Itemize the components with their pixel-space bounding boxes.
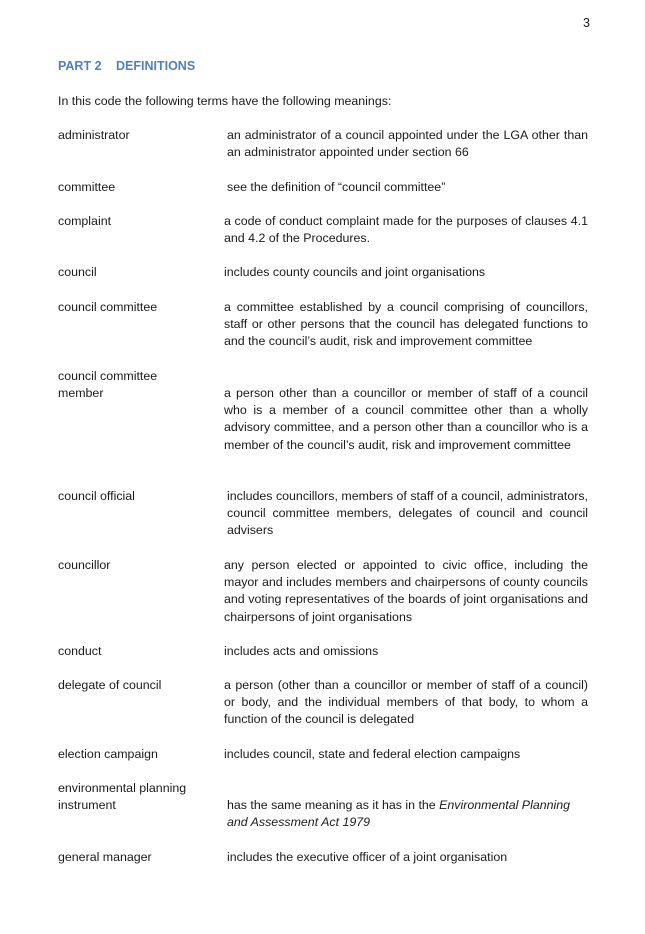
definition-councillor: any person elected or appointed to civic office, including the mayor and includes members and chairpersons of county councils and voting representatives of the boards of joint organisations and chairpersons of joint organisations bbox=[224, 558, 588, 624]
term-committee: committee bbox=[58, 180, 116, 194]
term-council-committee: council committee bbox=[58, 300, 158, 314]
term-complaint: complaint bbox=[58, 214, 112, 228]
definition-council-official: includes councillors, members of staff of a council, administrators, council committee members, delegates of council and council advisers bbox=[227, 489, 588, 538]
term-council: council bbox=[58, 265, 97, 279]
term-administrator: administrator bbox=[58, 128, 130, 142]
definition-election-campaign: includes council, state and federal election campaigns bbox=[224, 747, 521, 761]
definition-council: includes county councils and joint organisations bbox=[224, 265, 486, 279]
page-number: 3 bbox=[583, 16, 590, 30]
term-environmental-planning-instrument: environmental planning instrument bbox=[58, 781, 187, 813]
definition-council-committee-member: a person other than a councillor or member of staff of a council who is a member of a council committee other than a wholly advisory committee, and a person other than a councillor who is a member of the council’s audit, risk and improvement committee bbox=[224, 386, 588, 452]
heading-part: PART 2 bbox=[58, 59, 102, 73]
definition-conduct: includes acts and omissions bbox=[224, 644, 379, 658]
definition-general-manager: includes the executive officer of a joint organisation bbox=[227, 850, 508, 864]
term-council-committee-member: council committee member bbox=[58, 369, 158, 401]
definition-epi-prefix: has the same meaning as it has in the bbox=[227, 798, 440, 812]
term-councillor: councillor bbox=[58, 558, 111, 572]
definition-epi-act-title: Environmental Planning and Assessment Act 1979 bbox=[227, 798, 571, 830]
definition-delegate-of-council: a person (other than a councillor or member of staff of a council) or body, and the individual members of that body, to whom a function of the council is delegated bbox=[224, 678, 588, 727]
definition-administrator: an administrator of a council appointed under the LGA other than an administrator appointed under section 66 bbox=[227, 128, 588, 160]
intro-text: In this code the following terms have the following meanings: bbox=[58, 94, 392, 108]
definition-complaint: a code of conduct complaint made for the purposes of clauses 4.1 and 4.2 of the Procedures. bbox=[224, 214, 588, 246]
definition-environmental-planning-instrument bbox=[227, 797, 588, 831]
heading-title: DEFINITIONS bbox=[116, 59, 196, 73]
term-delegate-of-council: delegate of council bbox=[58, 678, 162, 692]
definition-committee: see the definition of “council committee” bbox=[227, 180, 446, 194]
term-general-manager: general manager bbox=[58, 850, 152, 864]
term-election-campaign: election campaign bbox=[58, 747, 158, 761]
term-conduct: conduct bbox=[58, 644, 102, 658]
section-heading bbox=[58, 59, 195, 73]
definition-council-committee: a committee established by a council comprising of councillors, staff or other persons that the council has delegated functions to and the council’s audit, risk and improvement committee bbox=[224, 300, 588, 349]
term-council-official: council official bbox=[58, 489, 135, 503]
